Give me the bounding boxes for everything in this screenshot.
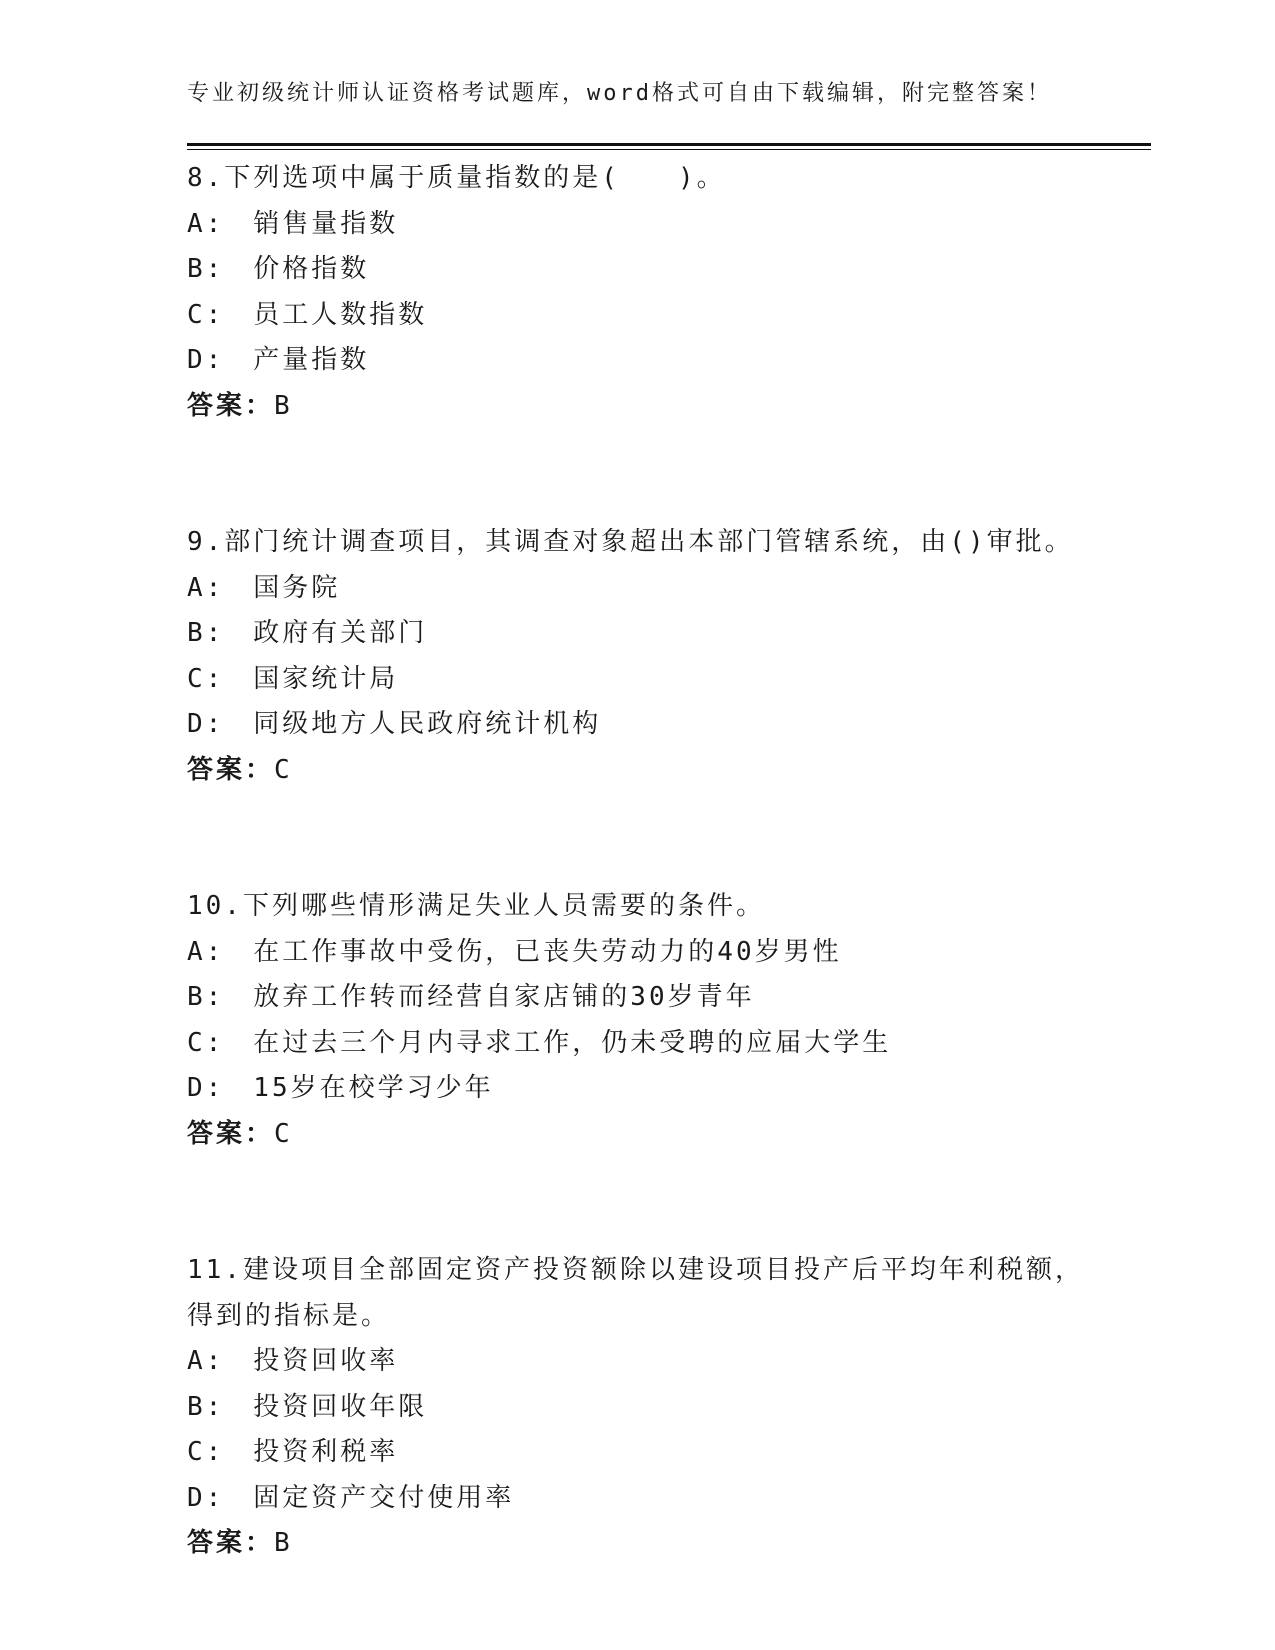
header-rule-thick	[187, 143, 1151, 146]
option-b: B: 投资回收年限	[187, 1391, 428, 1422]
option-c: C: 在过去三个月内寻求工作，仍未受聘的应届大学生	[187, 1027, 892, 1058]
question-11	[187, 1248, 1107, 1567]
answer-value: B	[274, 1528, 293, 1558]
answer-label: 答案：	[187, 754, 275, 785]
option-d: D: 固定资产交付使用率	[187, 1482, 515, 1513]
question-spacer	[187, 429, 1107, 520]
answer-line	[187, 748, 1107, 794]
answer-value: C	[274, 754, 293, 785]
option-b: B: 政府有关部门	[187, 618, 428, 648]
page-header: 专业初级统计师认证资格考试题库，word格式可自由下载编辑，附完整答案！	[187, 81, 1052, 106]
option-c: C: 投资利税率	[187, 1437, 399, 1467]
question-8	[187, 156, 1107, 429]
option-a: A: 在工作事故中受伤，已丧失劳动力的40岁男性	[187, 936, 842, 967]
option-d: D: 同级地方人民政府统计机构	[187, 709, 602, 739]
option-a: A: 国务院	[187, 572, 341, 603]
question-spacer	[187, 793, 1107, 884]
answer-value: B	[274, 390, 293, 421]
answer-line	[187, 1112, 1107, 1158]
answer-line	[187, 1521, 1107, 1567]
answer-line	[187, 384, 1107, 430]
answer-label: 答案：	[187, 1118, 275, 1149]
answer-label: 答案：	[187, 390, 275, 421]
option-d: D: 15岁在校学习少年	[187, 1073, 494, 1103]
option-b: B: 价格指数	[187, 254, 370, 284]
question-stem: 8.下列选项中属于质量指数的是( )。	[187, 163, 726, 193]
question-spacer	[187, 1157, 1107, 1248]
option-a: A: 投资回收率	[187, 1346, 399, 1376]
option-c: C: 员工人数指数	[187, 299, 428, 330]
option-b: B: 放弃工作转而经营自家店铺的30岁青年	[187, 982, 755, 1012]
question-stem: 11.建设项目全部固定资产投资额除以建设项目投产后平均年利税额，	[187, 1255, 1084, 1285]
answer-value: C	[274, 1118, 293, 1149]
option-a: A: 销售量指数	[187, 208, 399, 239]
question-stem: 9.部门统计调查项目，其调查对象超出本部门管辖系统，由()审批。	[187, 527, 1074, 557]
question-list	[187, 156, 1107, 1567]
answer-label: 答案：	[187, 1528, 275, 1558]
question-stem-continued: 得到的指标是。	[187, 1300, 391, 1331]
header-rule-thin	[187, 149, 1151, 150]
question-9	[187, 520, 1107, 793]
question-10	[187, 884, 1107, 1157]
option-d: D: 产量指数	[187, 345, 370, 375]
question-stem: 10.下列哪些情形满足失业人员需要的条件。	[187, 891, 765, 921]
option-c: C: 国家统计局	[187, 663, 399, 694]
